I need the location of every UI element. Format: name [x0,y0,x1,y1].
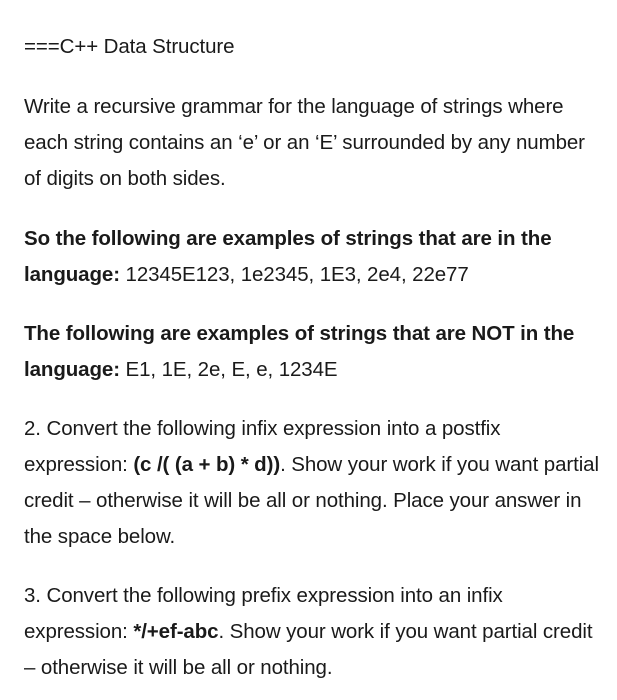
examples-not-label: The following are examples of strings that are NOT in the language: [24,322,575,381]
question-1-examples-in [24,221,604,293]
question-3-suffix: . Show your work if you want partial credit – otherwise it will be all or nothing. [24,620,593,679]
question-1-intro: Write a recursive grammar for the language of strings where each string contains an ‘e’ or an ‘E’ surrounded by any number of digits on both sides. [24,95,585,190]
examples-in-label: So the following are examples of strings that are in the language: [24,227,552,286]
question-2-suffix: . Show your work if you want partial credit – otherwise it will be all or nothing. Place your answer in the space below. [24,453,599,548]
question-1-examples-not [24,316,604,388]
question-2-prefix: 2. Convert the following infix expression into a postfix expression: [24,417,501,476]
question-3-expression: */+ef-abc [133,620,219,643]
document-title: ===C++ Data Structure [24,35,235,58]
examples-in-values: 12345E123, 1e2345, 1E3, 2e4, 22e77 [119,263,469,286]
question-2-expression: (c /( (a + b) * d)) [133,453,281,476]
examples-not-values: E1, 1E, 2e, E, e, 1234E [119,358,338,381]
question-3-prefix: 3. Convert the following prefix expression into an infix expression: [24,584,503,643]
question-3 [24,578,604,686]
question-2 [24,411,604,555]
